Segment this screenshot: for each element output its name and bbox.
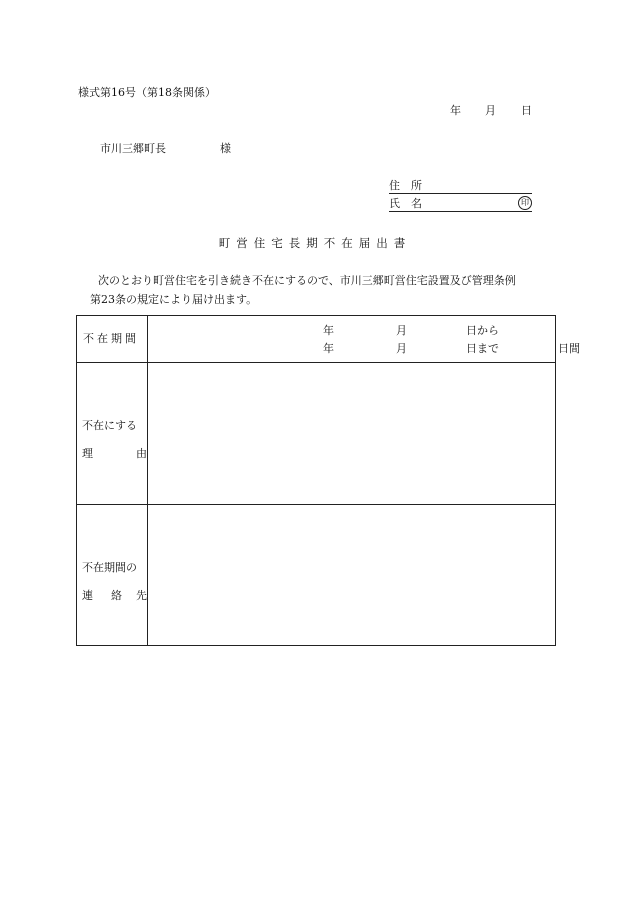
contact-label-char-3: 先 [136,589,147,602]
reason-label-cell [77,363,148,504]
date-year-label: 年 [450,104,461,117]
absence-period-row [77,316,580,363]
days-count-label: 日間 [558,342,580,355]
addressee-name: 市川三郷町長 [100,142,166,155]
to-month-label: 月 [396,342,407,355]
to-day-label: 日まで [466,342,499,355]
reason-row [77,363,555,505]
reason-label-line1: 不在にする [82,419,137,432]
absence-period-field[interactable] [148,316,580,362]
contact-label-char-2: 絡 [111,589,122,602]
date-day-label: 日 [521,104,532,117]
reason-label-char-1: 理 [82,447,93,460]
body-line-2: 第23条の規定により届け出ます。 [90,293,258,306]
name-label: 氏 名 [389,197,422,210]
reason-field[interactable] [148,363,555,504]
absence-period-label: 不在期間 [83,332,139,345]
contact-field[interactable] [148,505,555,646]
contact-label-line1: 不在期間の [82,561,137,574]
body-text [78,271,558,309]
from-month-label: 月 [396,324,407,337]
absence-period-label-cell [77,316,148,362]
to-year-label: 年 [323,342,334,355]
from-year-label: 年 [323,324,334,337]
address-field[interactable] [389,179,532,194]
form-number: 様式第16号（第18条関係） [78,86,216,99]
contact-label-char-1: 連 [82,589,93,602]
document-title: 町営住宅長期不在届出書 [218,236,412,250]
contact-label-cell [77,505,148,646]
addressee-honorific: 様 [220,142,231,155]
application-table [76,315,580,646]
name-field[interactable] [389,197,532,212]
reason-label-char-2: 由 [136,447,147,460]
date-month-label: 月 [485,104,496,117]
body-line-1: 次のとおり町営住宅を引き続き不在にするので、市川三郷町営住宅設置及び管理条例 [98,274,516,287]
address-label: 住 所 [389,179,422,192]
contact-row [77,505,555,646]
from-day-label: 日から [466,324,499,337]
seal-icon: 印 [518,196,532,210]
